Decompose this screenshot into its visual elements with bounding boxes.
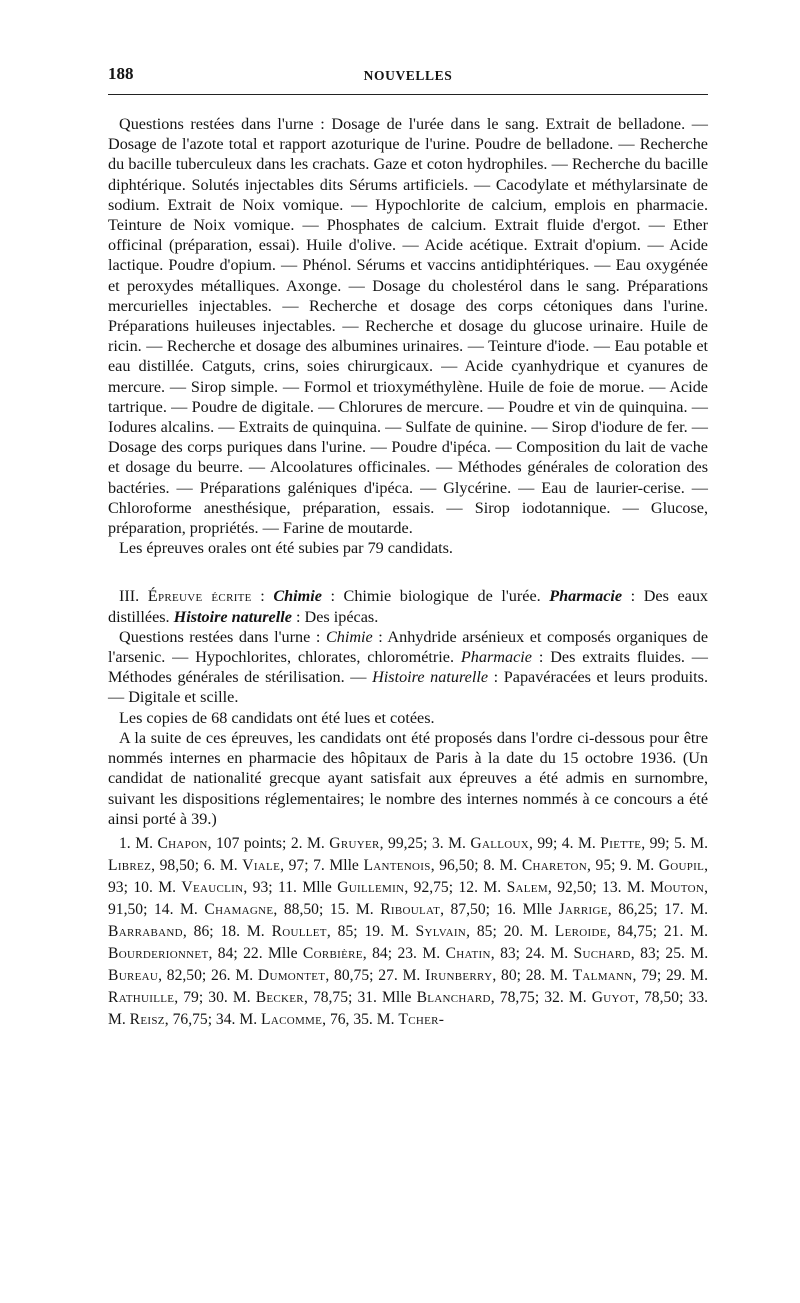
candidate-title: M. [232,988,251,1006]
histoire-label: Histoire naturelle [173,607,292,626]
candidate-entry: 28. M. Talmann, 79 [525,966,657,984]
candidate-title: Mlle [329,856,359,874]
candidate-rank: 26. [211,966,231,984]
candidate-name: Bourderionnet [108,944,209,962]
candidate-entry [353,1011,444,1028]
candidate-score: 85 [337,922,354,940]
candidate-score: 107 points [215,834,282,852]
candidate-rank: 23. [397,944,417,962]
candidate-rank: 4. [561,834,574,852]
candidate-rank: 21. [663,922,684,940]
section-three [108,586,708,828]
candidate-name: Goupil [658,856,705,874]
candidate-entry: 13. M. Mouton, 91,50 [108,878,709,918]
candidate-rank: 28. [525,966,546,984]
candidate-entry: 9. M. Goupil, 93 [108,856,709,896]
candidate-score: 95 [595,856,612,874]
candidate-score: 76,75 [172,1010,208,1028]
candidate-score: 97 [288,856,305,874]
candidate-score: 88,50 [283,900,319,918]
candidate-score: 80 [501,966,517,984]
candidate-entry: 16. Mlle Jarrige, 86,25 [496,900,654,918]
orals-paragraph: Les épreuves orales ont été subies par 79 candidats. [119,539,453,558]
candidate-entry: 26. M. Dumontet, 80,75 [211,966,370,984]
candidate-score: 84,75 [617,922,653,940]
candidate-score: 78,75 [499,988,535,1006]
candidate-score: 76 [329,1010,346,1028]
candidate-title: M. [422,944,441,962]
candidate-score: 87,50 [450,900,486,918]
candidate-rank: 22. [243,944,263,962]
candidate-title: M. [499,856,518,874]
candidate-title: M. [690,900,708,918]
candidate-score: 93 [108,878,124,896]
running-title: NOUVELLES [363,68,453,83]
candidate-name: Corbière [302,944,363,962]
candidate-score: 96,50 [439,856,475,874]
candidate-name: Becker [255,988,304,1006]
candidate-rank: 24. [525,944,545,962]
candidate-entry: 31. Mlle Blanchard, 78,75 [357,988,535,1006]
candidate-rank: 35. [353,1010,373,1028]
urn-intro: Questions restées dans l'urne : [119,627,321,646]
candidate-title: M. [307,834,325,852]
candidate-rank: 25. [665,944,685,962]
candidate-title: M. [355,900,374,918]
candidate-entry: 12. M. Salem, 92,50 [458,878,593,896]
section-numeral: III. [119,587,140,606]
candidate-entry: 33. M. Reisz, 76,75 [108,988,709,1028]
candidate-score: 86,25 [618,900,654,918]
candidate-rank: 33. [688,988,709,1006]
histoire-subject: Des ipécas. [304,607,379,626]
candidate-title: M. [135,834,153,852]
candidate-name: Roullet [271,922,327,940]
candidate-title: Mlle [382,988,412,1006]
candidate-name: Galloux [470,834,529,852]
candidate-score: 86 [193,922,210,940]
candidate-name: Salem [506,878,548,896]
written-exam-label: Épreuve écrite [147,587,252,606]
candidate-title: M. [690,834,709,852]
candidate-entry: 24. M. Suchard, 83 [525,944,656,962]
candidate-rank: 29. [665,966,686,984]
candidate-title: M. [530,922,548,940]
urn-pharmacie-label: Pharmacie [460,648,532,667]
candidate-title: M. [376,1010,395,1028]
candidate-rank: 1. [119,834,131,852]
candidate-score: 83 [500,944,516,962]
candidate-name: Lantenois [363,856,431,874]
candidate-entry: 7. Mlle Lantenois, 96,50 [313,856,475,874]
section-gap [108,558,708,586]
candidate-entry: 30. M. Becker, 78,75 [208,988,349,1006]
urn-histoire-text: Papavéracées et leurs produits. — Digitale et scille. [108,668,709,707]
candidate-entry: 1. M. Chapon, 107 points [119,834,282,852]
candidate-title: M. [246,922,265,940]
candidate-title: Mlle [522,900,553,918]
candidate-score: 92,50 [557,878,593,896]
candidate-score: 79 [183,988,199,1006]
written-exam-paragraph: III. Épreuve écrite : Chimie : Chimie biologique de l'urée. Pharmacie : Des eaux distillées. Histoire naturelle : Des ipécas. [108,587,709,626]
candidate-entry: 17. M. Barraband, 86 [108,900,708,940]
candidate-rank: 2. [290,834,303,852]
candidate-title: M. [568,988,587,1006]
candidate-name: Suchard [573,944,631,962]
candidate-score: 99 [649,834,666,852]
questions-section [108,114,708,558]
candidate-rank: 3. [431,834,444,852]
candidate-rank: 15. [329,900,350,918]
candidate-rank: 7. [313,856,325,874]
candidate-entry: 15. M. Riboulat, 87,50 [329,900,486,918]
candidate-title: M. [108,1010,126,1028]
candidate-title: M. [448,834,466,852]
candidate-score: 91,50 [108,900,144,918]
result-paragraph: A la suite de ces épreuves, les candidats ont été proposés dans l'ordre ci-dessous pour être nommés internes en pharmacie des hôpitaux de Paris à la date du 15 octobre 1936. (Un candidat de nationalité grecque ayant satisfait aux épreuves a été admis en surnombre, suivant les dispositions réglementaires; le nombre des internes nommés à ce concours a été ainsi porté à 39.) [108,728,708,828]
candidate-entry: 32. M. Guyot, 78,50 [544,988,680,1006]
candidate-entry: 18. M. Roullet, 85 [220,922,354,940]
candidate-entry: 19. M. Sylvain, 85 [364,922,493,940]
candidate-name: Guyot [591,988,636,1006]
candidate-title: M. [550,966,568,984]
candidate-entry: 5. M. Librez, 98,50 [108,834,709,874]
candidate-name: Rathuille [108,988,175,1006]
candidate-name: Gruyer [329,834,380,852]
candidate-score: 83 [640,944,656,962]
candidate-score: 84 [372,944,388,962]
candidate-name: Viale [242,856,281,874]
candidate-score: 78,75 [312,988,349,1006]
candidate-title: M. [235,966,254,984]
candidate-rank: 32. [544,988,564,1006]
candidate-name: Mouton [650,878,705,896]
chimie-label: Chimie [273,587,322,606]
candidate-rank: 27. [378,966,398,984]
candidate-rank: 14. [153,900,174,918]
urn-histoire-label: Histoire naturelle [372,668,489,687]
candidate-score: 78,50 [644,988,680,1006]
candidate-rank: 10. [133,878,153,896]
candidate-entry: 20. M. Leroide, 84,75 [503,922,653,940]
candidate-name: Reisz [129,1010,165,1028]
candidate-title: M. [402,966,421,984]
candidate-name: Jarrige [558,900,608,918]
candidate-name: Librez [108,856,152,874]
candidate-title: M. [578,834,596,852]
candidate-name: Guillemin [337,878,405,896]
candidate-entry: 34. M. Lacomme, 76 [215,1010,346,1028]
candidate-entry: 22. Mlle Corbière, 84 [243,944,388,962]
candidate-name: Piette [600,834,642,852]
candidate-name: Chamagne [204,900,274,918]
candidate-rank: 9. [620,856,632,874]
candidate-rank: 6. [203,856,216,874]
candidate-score: 82,50 [166,966,202,984]
candidate-entry: 6. M. Viale, 97 [203,856,305,874]
candidate-title: M. [180,900,198,918]
candidate-title: M. [158,878,177,896]
candidate-name: Dumontet [257,966,326,984]
candidate-name: Veauclin [181,878,244,896]
document-page [108,62,708,1031]
header-rule [108,94,708,95]
chimie-subject: Chimie biologique de l'urée. [343,587,541,606]
candidate-name: Chatin [445,944,491,962]
pharmacie-label: Pharmacie [549,587,623,606]
candidate-title: M. [550,944,569,962]
candidate-rank: 5. [674,834,686,852]
candidate-entry: 29. M. Rathuille, 79 [108,966,709,1006]
urn-pharmacie-text: Des extraits fluides. — Méthodes générales de stérilisation. — [108,648,708,687]
candidate-entry: 8. M. Chareton, 95 [483,856,612,874]
candidate-score: 92,75 [413,878,449,896]
candidate-rank: 8. [483,856,495,874]
candidate-rank: 11. [278,878,297,896]
candidate-name: Riboulat [380,900,441,918]
candidate-name: Lacomme [261,1010,323,1028]
candidate-score: 99,25 [388,834,424,852]
candidate-name: Bureau [108,966,159,984]
candidate-name: Tcher- [398,1010,445,1028]
candidate-rank: 16. [496,900,517,918]
candidate-rank: 19. [364,922,384,940]
candidate-title: M. [636,856,655,874]
candidate-score: 98,50 [159,856,195,874]
candidate-title: M. [239,1010,258,1028]
candidate-name: Leroide [554,922,607,940]
candidate-rank: 20. [503,922,524,940]
candidate-entry: 4. M. Piette, 99 [561,834,666,852]
candidate-entry: 11. Mlle Guillemin, 92,75 [278,878,449,896]
candidate-score: 80,75 [334,966,370,984]
candidate-title: M. [690,922,709,940]
candidate-title: M. [219,856,238,874]
candidate-title: M. [483,878,502,896]
page-header [108,62,708,86]
page-number: 188 [108,64,134,83]
candidate-entry: 3. M. Galloux, 99 [431,834,553,852]
candidate-title: M. [690,966,709,984]
candidate-rank: 34. [215,1010,236,1028]
candidate-title: M. [390,922,409,940]
urn-questions-paragraph: Questions restées dans l'urne : Chimie : Anhydride arsénieux et composés organiques de l'arsenic. — Hypochlorites, chlorates, chlorométrie. Pharmacie : Des extraits fluides. — Méthodes générales de stérilisation. — Histoire naturelle : Papavéracées et leurs produits. — Digitale et scille. [108,627,709,707]
candidate-score: 99 [537,834,553,852]
candidate-name: Barraband [108,922,183,940]
candidate-entry: 21. M. Bourderionnet, 84 [108,922,709,962]
candidate-entry: 25. M. Bureau, 82,50 [108,944,709,984]
candidate-title: M. [690,944,709,962]
candidate-entry: 27. M. Irunberry, 80 [378,966,517,984]
candidate-rank: 18. [220,922,240,940]
candidate-rank: 31. [357,988,377,1006]
candidate-entry: 10. M. Veauclin, 93 [133,878,269,896]
candidate-title: M. [626,878,645,896]
candidate-list: 1. M. Chapon, 107 points; 2. M. Gruyer, 99,25; 3. M. Galloux, 99; 4. M. Piette, 99; 5. M. Librez, 98,50; 6. M. Viale, 97; 7. Mlle Lantenois, 96,50; 8. M. Chareton, 95; 9. M. Goupil, 93; 10. M. Veauclin, 93; 11. Mlle Guillemin, 92,75; 12. M. Salem, 92,50; 13. M. Mouton, 91,50; 14. M. Chamagne, 88,50; 15. M. Riboulat, 87,50; 16. Mlle Jarrige, 86,25; 17. M. Barraband, 86; 18. M. Roullet, 85; 19. M. Sylvain, 85; 20. M. Leroide, 84,75; 21. M. Bourderionnet, 84; 22. Mlle Corbière, 84; 23. M. Chatin, 83; 24. M. Suchard, 83; 25. M. Bureau, 82,50; 26. M. Dumontet, 80,75; 27. M. Irunberry, 80; 28. M. Talmann, 79; 29. M. Rathuille, 79; 30. M. Becker, 78,75; 31. Mlle Blanchard, 78,75; 32. M. Guyot, 78,50; 33. M. Reisz, 76,75; 34. M. Lacomme, 76, 35. M. Tcher- [108,834,709,1028]
candidate-score: 85 [476,922,493,940]
candidate-name: Sylvain [415,922,467,940]
candidate-title: Mlle [268,944,298,962]
candidate-rank: 17. [664,900,684,918]
candidate-name: Irunberry [425,966,493,984]
candidate-name: Chareton [521,856,588,874]
candidate-score: 84 [217,944,234,962]
questions-paragraph: Questions restées dans l'urne : Dosage de l'urée dans le sang. Extrait de belladone. — Dosage de l'azote total et rapport azoturique de l'urine. Poudre de belladone. — Recherche du bacille tuberculeux dans les crachats. Gaze et coton hydrophiles. — Recherche du bacille diphtérique. Solutés injectables dits Sérums artificiels. — Cacodylate et méthylarsinate de sodium. Extrait de Noix vomique. — Hypochlorite de calcium, emplois en pharmacie. Teinture de Noix vomique. — Phosphates de calcium. Extrait fluide d'ergot. — Ether officinal (préparation, essai). Huile d'olive. — Acide acétique. Extrait d'opium. — Acide lactique. Poudre d'opium. — Phénol. Sérums et vaccins antidiphtériques. — Eau oxygénée et peroxydes métalliques. Axonge. — Dosage du cholestérol dans le sang. Préparations mercurielles injectables. — Recherche et dosage des corps cétoniques dans l'urine. Préparations huileuses injectables. — Recherche et dosage du glucose urinaire. Huile de ricin. — Recherche et dosage des albumines urinaires. — Teinture d'iode. — Eau potable et eau distillée. Catguts, crins, soies chirurgicaux. — Acide cyanhydrique et cyanures de mercure. — Sirop simple. — Formol et trioxyméthylène. Huile de foie de morue. — Acide tartrique. — Poudre de digitale. — Chlorures de mercure. — Poudre et vin de quinquina. — Iodures alcalins. — Extraits de quinquina. — Sulfate de quinine. — Sirop d'iodure de fer. — Dosage des corps puriques dans l'urine. — Poudre d'ipéca. — Composition du lait de vache et dosage du beurre. — Alcoolatures officinales. — Méthodes générales de coloration des bactéries. — Préparations galéniques d'ipéca. — Glycérine. — Eau de laurier-cerise. — Chloroforme anesthésique, préparation, essais. — Sirop iodotannique. — Glucose, préparation, propriétés. — Farine de moutarde. [108,115,708,538]
candidate-name: Chapon [157,834,208,852]
candidate-name: Blanchard [416,988,491,1006]
candidate-rank: 30. [208,988,228,1006]
candidate-name: Talmann [572,966,633,984]
candidate-entry: 23. M. Chatin, 83 [397,944,516,962]
pharmacie-subject: Des eaux distillées. [108,587,709,626]
candidate-rank: 13. [602,878,622,896]
candidate-rank: 12. [458,878,478,896]
candidate-entry: 2. M. Gruyer, 99,25 [290,834,424,852]
copies-paragraph: Les copies de 68 candidats ont été lues et cotées. [119,708,435,727]
candidate-score: 79 [641,966,657,984]
candidate-score: 93 [252,878,269,896]
candidate-entry: 14. M. Chamagne, 88,50 [153,900,319,918]
urn-chimie-label: Chimie [325,627,373,646]
urn-chimie-text: Anhydride arsénieux et composés organiques de l'arsenic. — Hypochlorites, chlorates, chlorométrie. [108,627,708,667]
candidate-title: Mlle [302,878,332,896]
